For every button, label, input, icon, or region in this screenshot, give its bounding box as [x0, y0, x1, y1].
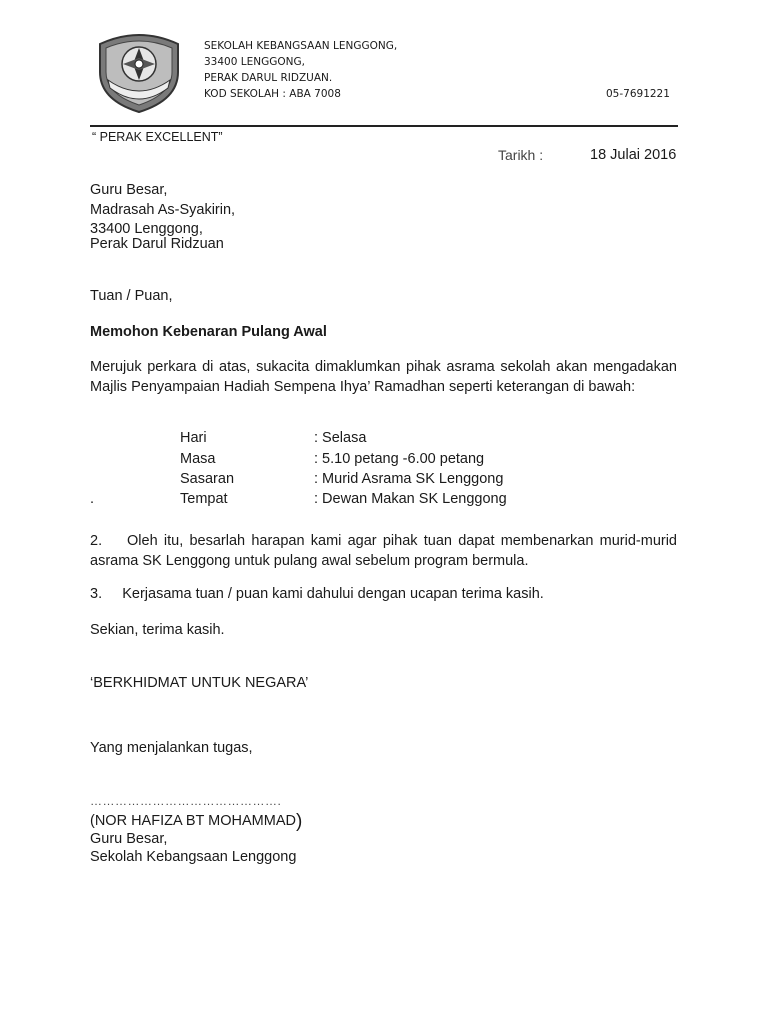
- signatory-school: Sekolah Kebangsaan Lenggong: [90, 849, 297, 865]
- detail-label-target: Sasaran: [180, 471, 235, 487]
- recipient-line: Guru Besar,: [90, 182, 168, 198]
- school-phone: 05-7691221: [606, 88, 670, 100]
- school-crest-logo: [92, 22, 186, 116]
- school-name: SEKOLAH KEBANGSAAN LENGGONG,: [204, 40, 398, 52]
- sign-off: Yang menjalankan tugas,: [90, 740, 253, 756]
- detail-label-day: Hari: [180, 430, 207, 446]
- date-value: 18 Julai 2016: [590, 147, 677, 163]
- letterhead-divider: [90, 125, 678, 127]
- school-state: PERAK DARUL RIDZUAN.: [204, 72, 333, 84]
- detail-value-time: : 5.10 petang -6.00 petang: [314, 451, 485, 467]
- recipient-line: 33400 Lenggong,: [90, 221, 203, 237]
- signature-line: ……………………………………….: [90, 794, 282, 808]
- date-label: Tarikh :: [498, 147, 544, 163]
- school-code: KOD SEKOLAH : ABA 7008: [204, 88, 341, 100]
- detail-label-venue: Tempat: [180, 491, 228, 507]
- closing-text: Sekian, terima kasih.: [90, 622, 225, 638]
- paragraph-thanks: 3. Kerjasama tuan / puan kami dahului dengan ucapan terima kasih.: [90, 586, 544, 602]
- detail-value-venue: : Dewan Makan SK Lenggong: [314, 491, 507, 507]
- recipient-line: Perak Darul Ridzuan: [90, 236, 224, 252]
- detail-label-time: Masa: [180, 451, 216, 467]
- detail-value-day: : Selasa: [314, 430, 367, 446]
- signatory-title: Guru Besar,: [90, 831, 168, 847]
- school-postcode-city: 33400 LENGGONG,: [204, 56, 305, 68]
- slogan: ‘BERKHIDMAT UNTUK NEGARA’: [90, 675, 309, 691]
- detail-value-target: : Murid Asrama SK Lenggong: [314, 471, 504, 487]
- school-crest-icon: [92, 22, 186, 116]
- stray-dot: .: [90, 491, 95, 507]
- motto: “ PERAK EXCELLENT”: [92, 130, 223, 144]
- signatory-name-text: (NOR HAFIZA BT MOHAMMAD: [90, 813, 296, 829]
- signatory-name: [90, 810, 302, 831]
- signatory-name-close-paren: ): [295, 811, 303, 832]
- letter-subject: Memohon Kebenaran Pulang Awal: [90, 324, 327, 340]
- paragraph-request: 2. Oleh itu, besarlah harapan kami agar pihak tuan dapat membenarkan murid-murid asrama SK Lenggong untuk pulang awal sebelum program bermula.: [90, 533, 682, 569]
- recipient-line: Madrasah As-Syakirin,: [90, 202, 236, 218]
- paragraph-intro: Merujuk perkara di atas, sukacita dimaklumkan pihak asrama sekolah akan mengadakan Majlis Penyampaian Hadiah Sempena Ihya’ Ramadhan seperti keterangan di bawah:: [90, 359, 677, 395]
- salutation: Tuan / Puan,: [90, 288, 173, 304]
